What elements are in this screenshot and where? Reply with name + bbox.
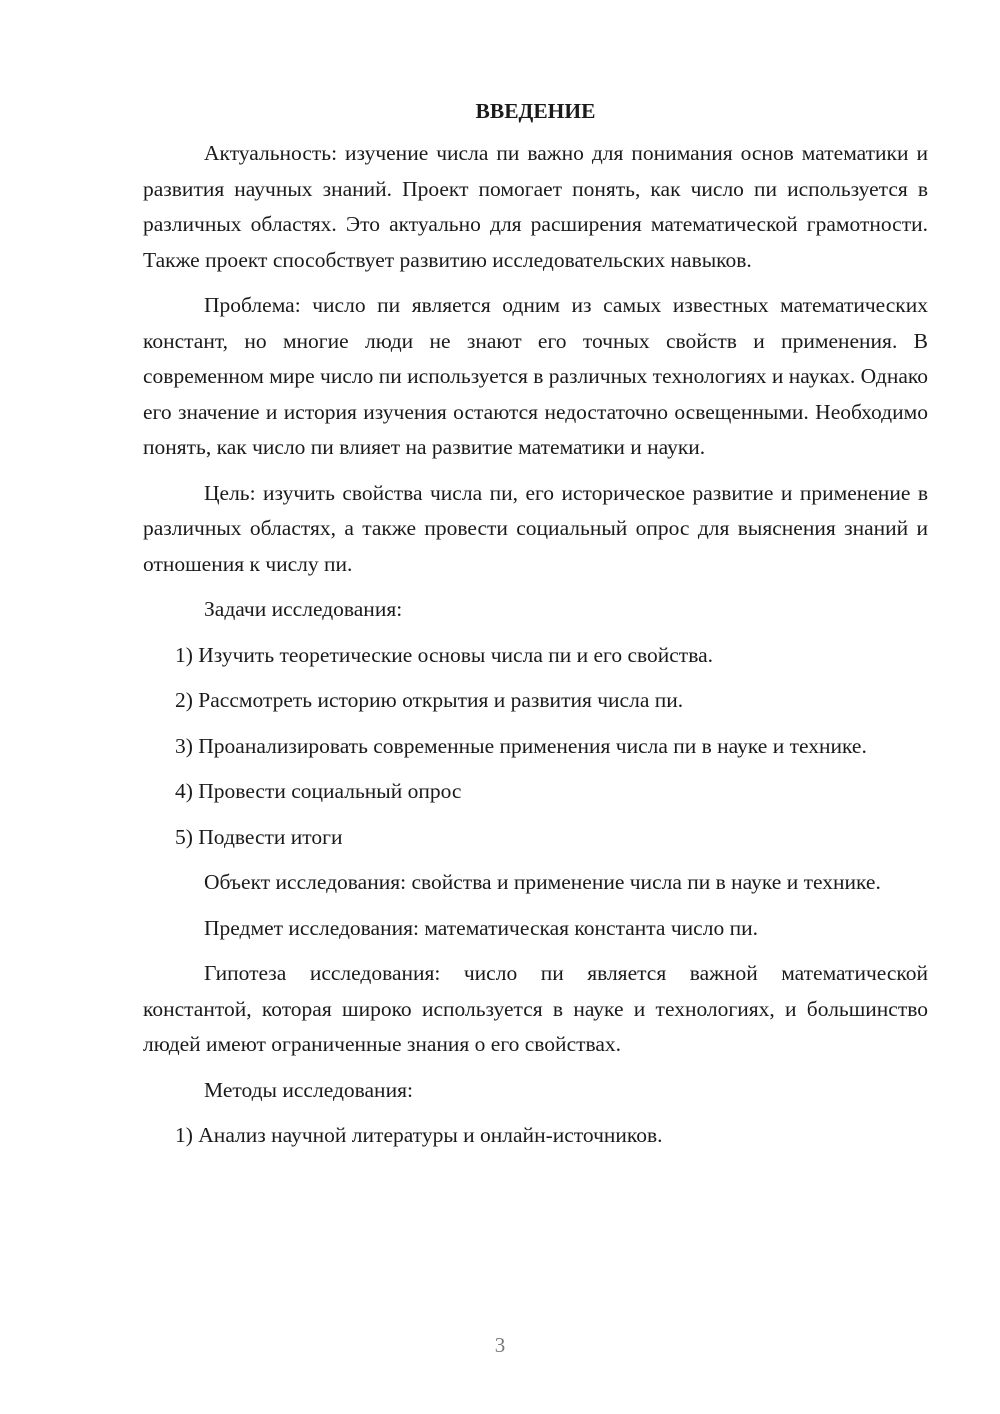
paragraph-goal: Цель: изучить свойства числа пи, его историческое развитие и применение в различных областях, а также провести социальный опрос для выяснения знаний и отношения к числу пи. [143,480,928,576]
page-body [143,96,928,1164]
paragraph-object: Объект исследования: свойства и применение числа пи в науке и технике. [204,870,881,894]
task-item-1: 1) Изучить теоретические основы числа пи и его свойства. [175,642,713,667]
paragraph-tasks-heading: Задачи исследования: [204,597,403,621]
task-item-2: 2) Рассмотреть историю открытия и развития числа пи. [175,688,684,712]
paragraph-methods-heading: Методы исследования: [204,1077,413,1102]
task-item-3: 3) Проанализировать современные применения числа пи в науке и технике. [175,733,867,758]
page-number: 3 [494,1333,506,1357]
paragraph-relevance: Актуальность: изучение числа пи важно для понимания основ математики и развития научных знаний. Проект помогает понять, как число пи используется в различных областях. Это актуально для расширения математической грамотности. Также проект способствует развитию исследовательских навыков. [143,141,928,272]
method-item-1: 1) Анализ научной литературы и онлайн-источников. [175,1123,663,1147]
paragraph-subject: Предмет исследования: математическая константа число пи. [204,915,758,940]
paragraph-hypothesis: Гипотеза исследования: число пи является важной математической константой, которая широко используется в науке и технологиях, и большинство людей имеют ограниченные знания о его свойствах. [143,961,928,1056]
section-heading: ВВЕДЕНИЕ [475,99,596,123]
paragraph-problem: Проблема: число пи является одним из самых известных математических констант, но многие люди не знают его точных свойств и применения. В современном мире число пи используется в различных технологиях и науках. Однако его значение и история изучения остаются недостаточно освещенными. Необходимо понять, как число пи влияет на развитие математики и науки. [143,293,928,459]
task-item-5: 5) Подвести итоги [175,824,343,849]
task-item-4: 4) Провести социальный опрос [175,779,462,803]
